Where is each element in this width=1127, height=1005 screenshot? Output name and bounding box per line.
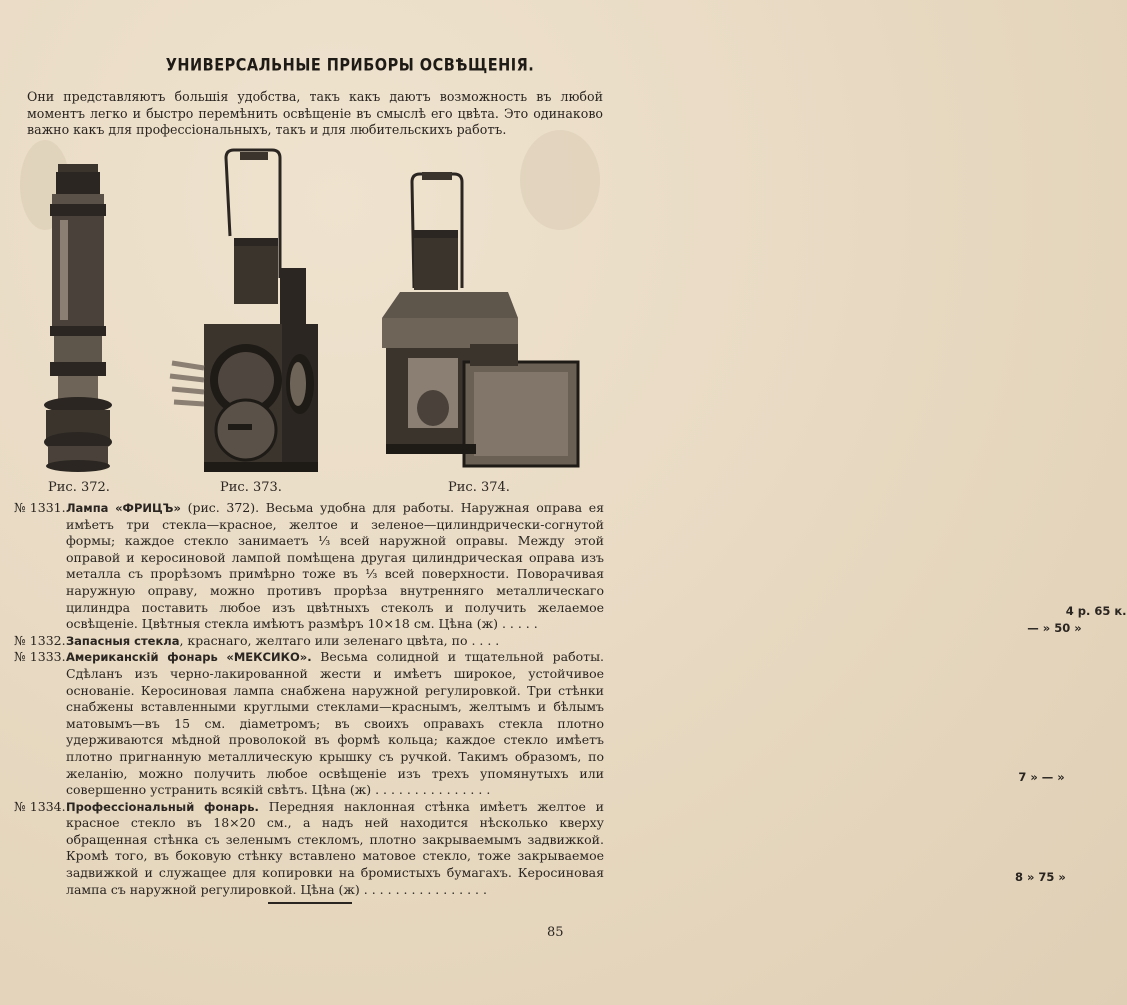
entry-number: № 1331.: [14, 500, 66, 515]
entry-number: № 1334.: [14, 798, 66, 814]
entry-description: Весьма солидной и тщательной работы. Сдѣланъ изъ черно-лакированной жести и имѣетъ широкое, устойчивое основаніе. Керосиновая лампа снабжена наружной регулировкой. Три стѣнки снабжены вставленными круглыми стеклами—краснымъ, желтымъ и бѣлымъ матовымъ—въ 15 см. діаметромъ; въ своихъ оправахъ стекла плотно удерживаются мѣдной проволокой въ формѣ кольца; каждое стекло имѣетъ плотно пригнанную металлическую крышку съ ручкой. Такимъ образомъ, по желанію, можно получить любое освѣщеніе изъ трехъ упомянутыхъ или совершенно устранить всякій свѣтъ. Цѣна (ж) . . . . . . . . . . . . . . .: [66, 649, 604, 798]
catalog-entry-1332: [14, 620, 1082, 650]
page-number: 85: [547, 925, 564, 940]
entry-description: (рис. 372). Весьма удобна для работы. Наружная оправа ея имѣетъ три стекла—красное, желтое и зеленое—цилиндрически-согнутой формы; каждое стекло занимаетъ ⅓ всей наружной оправы. Между этой оправой и керосиновой лампой помѣщена другая цилиндрическая оправа изъ металла съ прорѣзомъ примѣрно тоже въ ⅓ всей поверхности. Поворачивая наружную оправу, можно противъ прорѣза внутренняго металлическаго цилиндра поставить любое изъ цвѣтныхъ стеколъ и получить желаемое освѣщеніе. Цвѣтныя стекла имѣютъ размѣръ 10×18 см. Цѣна (ж) . . . . .: [66, 500, 604, 632]
lamp-fritz-illustration: [38, 160, 118, 475]
lantern-mexico-illustration: [162, 148, 324, 478]
entry-price: — » 50 »: [1027, 620, 1082, 635]
figure-373-caption: Рис. 373.: [220, 480, 282, 495]
intro-paragraph: Они представляютъ большія удобства, такъ какъ даютъ возможность въ любой моментъ легко и быстро перемѣнить освѣщеніе въ смыслѣ его цвѣта. Это одинаково важно какъ для профессіональныхъ, такъ и для любительскихъ работъ.: [27, 89, 603, 137]
catalog-entry-1333: [14, 649, 1065, 798]
entry-description: Передняя наклонная стѣнка имѣетъ желтое и красное стекло въ 18×20 см., а надъ ней находится нѣсколько кверху обращенная стѣнка съ зеленымъ стекломъ, плотно закрываемымъ задвижкой. Кромѣ того, въ боковую стѣнку вставлено матовое стекло, тоже закрываемое задвижкой и служащее для копировки на бромистыхъ бумагахъ. Керосиновая лампа съ наружной регулировкой. Цѣна (ж) . . . . . . . . . . . . . . . .: [66, 798, 604, 897]
entry-number: № 1332.: [14, 632, 66, 648]
catalog-entry-1334: [14, 798, 1066, 899]
entry-price: 4 р. 65 к.: [1065, 604, 1127, 619]
figure-374-caption: Рис. 374.: [448, 480, 510, 495]
entry-name: Запасныя стекла: [66, 633, 180, 648]
lantern-professional-illustration: [378, 168, 580, 468]
section-divider: [268, 902, 352, 904]
entry-description: , краснаго, желтаго или зеленаго цвѣта, по . . . .: [179, 632, 500, 648]
figure-372-caption: Рис. 372.: [48, 480, 110, 495]
catalog-entries: [14, 500, 1127, 898]
entry-name: Лампа «ФРИЦЪ»: [66, 501, 181, 515]
entry-price: 8 » 75 »: [1014, 869, 1066, 884]
page-title: УНИВЕРСАЛЬНЫЕ ПРИБОРЫ ОСВѢЩЕНІЯ.: [165, 56, 535, 76]
entry-name: Американскій фонарь «МЕКСИКО».: [66, 650, 312, 665]
entry-name: Профессіональный фонарь.: [66, 799, 259, 814]
entry-number: № 1333.: [14, 649, 66, 665]
entry-price: 7 » — »: [1018, 770, 1065, 785]
